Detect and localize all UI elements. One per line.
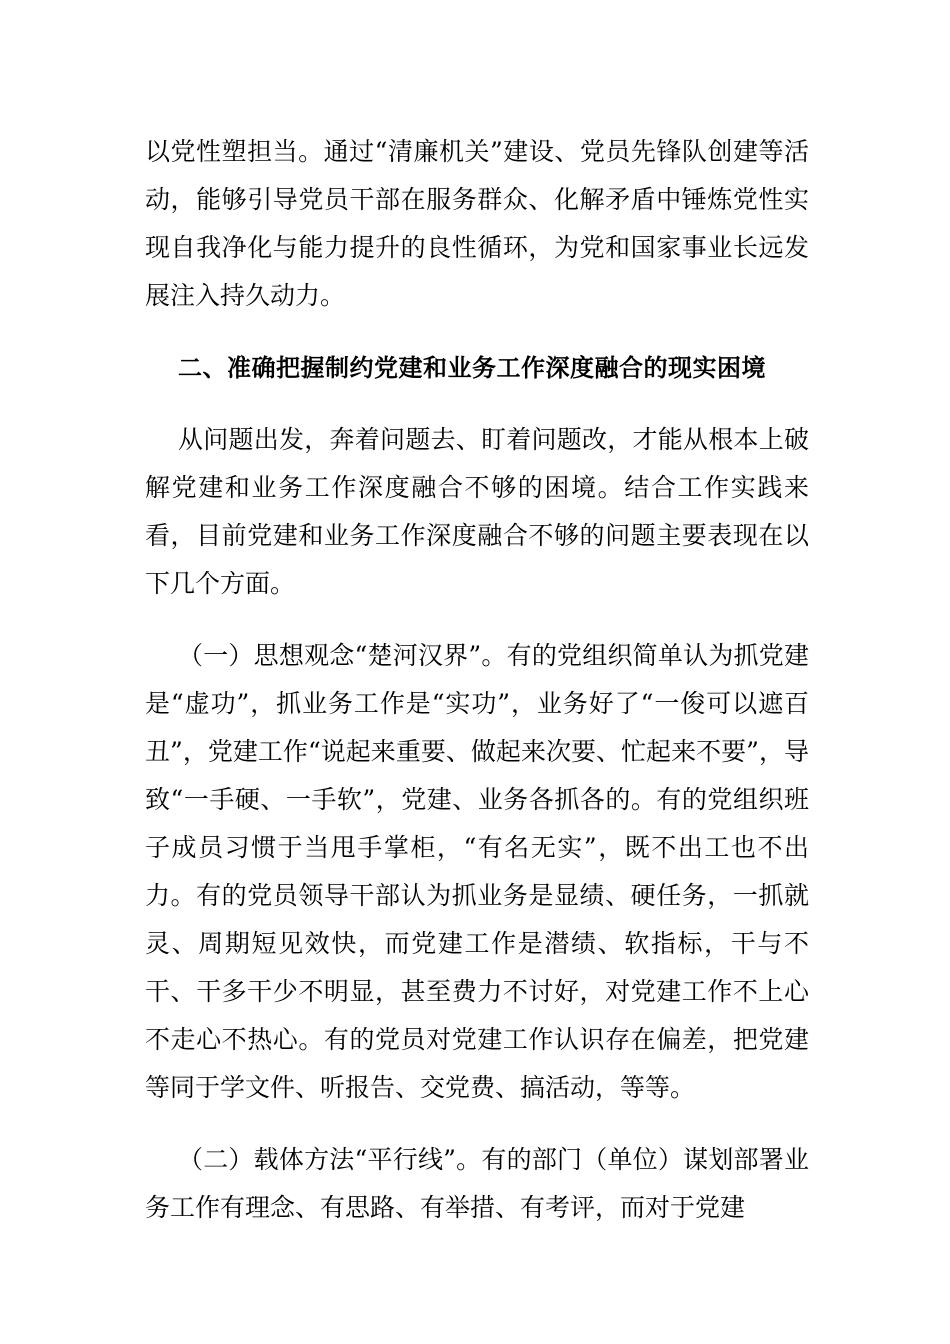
paragraph-item-1: （一）思想观念“楚河汉界”。有的党组织简单认为抓党建是“虚功”，抓业务工作是“实功”，业务好了“一俊可以遮百丑”，党建工作“说起来重要、做起来次要、忙起来不要”，导致“一手硬、一手软”，党建、业务各抓各的。有的党组织班子成员习惯于当甩手掌柜，“有名无实”，既不出工也不出力。有的党员领导干部认为抓业务是显绩、硬任务，一抓就灵、周期短见效快，而党建工作是潜绩、软指标，干与不干、干多干少不明显，甚至费力不讨好，对党建工作不上心不走心不热心。有的党员对党建工作认识存在偏差，把党建等同于学文件、听报告、交党费、搞活动，等等。 (145, 641, 809, 1102)
document-body (145, 128, 809, 1256)
section-heading: 二、准确把握制约党建和业务工作深度融合的现实困境 (178, 354, 766, 382)
paragraph-item-2: （二）载体方法“平行线”。有的部门（单位）谋划部署业务工作有理念、有思路、有举措、有考评，而对于党建 (145, 1145, 809, 1222)
paragraph-intro: 从问题出发，奔着问题去、盯着问题改，才能从根本上破解党建和业务工作深度融合不够的困境。结合工作实践来看，目前党建和业务工作深度融合不够的问题主要表现在以下几个方面。 (145, 425, 809, 598)
paragraph-continuation: 以党性塑担当。通过“清廉机关”建设、党员先锋队创建等活动，能够引导党员干部在服务群众、化解矛盾中锤炼党性实现自我净化与能力提升的良性循环，为党和国家事业长远发展注入持久动力。 (145, 137, 809, 310)
